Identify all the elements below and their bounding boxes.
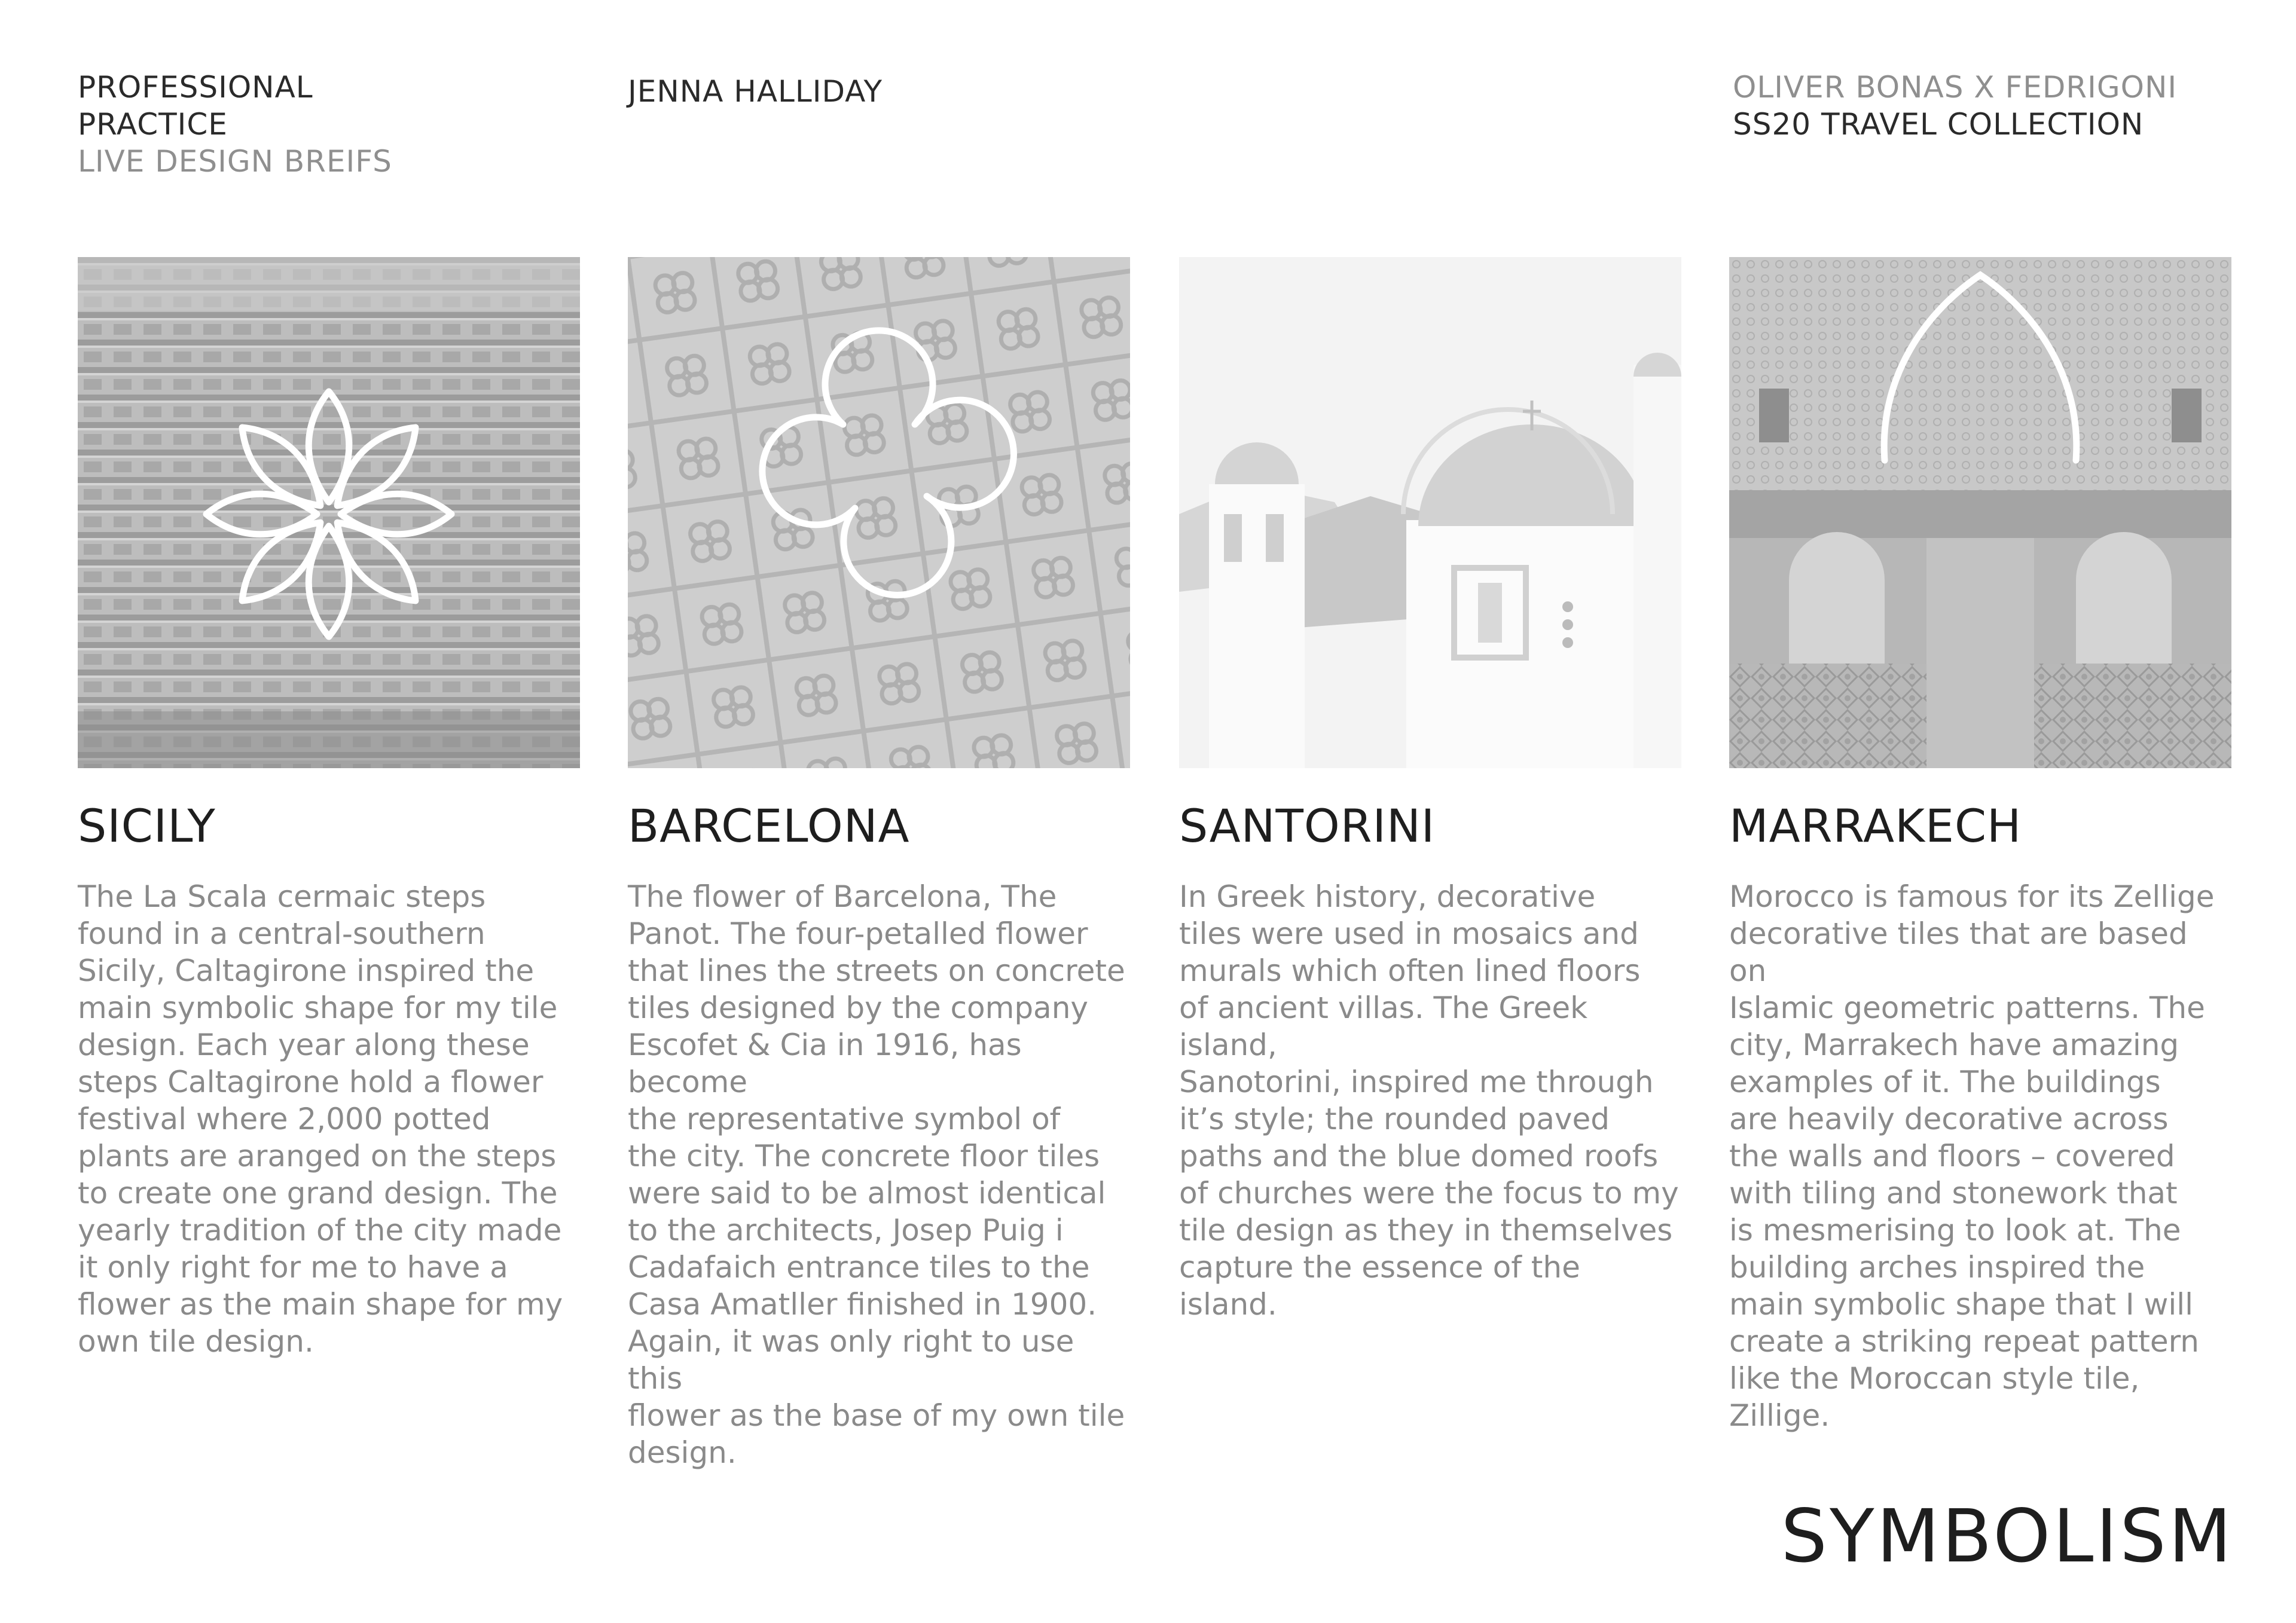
course-line-1: PROFESSIONAL	[78, 70, 313, 105]
city-description-sicily: The La Scala cermaic steps found in a central-southern Sicily, Caltagirone inspired the main symbolic shape for my tile design. Each year along these steps Caltagirone hold a flower festival where 2,000 potted plants are aranged on the steps to create one grand design. The yearly tradition of the city made it only right for me to have a flower as the main shape for my own tile design.	[78, 879, 563, 1359]
sicily-photo	[78, 257, 580, 768]
city-description-barcelona: The flower of Barcelona, The Panot. The four-petalled flower that lines the streets on concrete tiles designed by the company Escofet & Cia in 1916, has become the representative symbol of the city. The concrete floor tiles were said to be almost identical to the architects, Josep Puig i Cadafaich entrance tiles to the Casa Amatller finished in 1900. Again, it was only right to use this flower as the base of my own tile design.	[628, 879, 1125, 1470]
marrakech-courtyard-image	[1729, 257, 2231, 768]
card-sicily	[78, 257, 580, 1360]
barcelona-photo	[628, 257, 1130, 768]
city-description-marrakech: Morocco is famous for its Zellige decorative tiles that are based on Islamic geometric patterns. The city, Marrakech have amazing examples of it. The buildings are heavily decorative across the walls and floors – covered with tiling and stonework that is mesmerising to look at. The building arches inspired the main symbolic shape that I will create a striking repeat pattern like the Moroccan style tile, Zillige.	[1729, 879, 2215, 1433]
city-description-santorini: In Greek history, decorative tiles were used in mosaics and murals which often lined floors of ancient villas. The Greek island, Sanotorini, inspired me through it’s style; the rounded paved paths and the blue domed roofs of churches were the focus to my tile design as they in themselves capture the essence of the island.	[1179, 879, 1679, 1322]
brief-collection: SS20 TRAVEL COLLECTION	[1733, 107, 2144, 142]
course-line-2: PRACTICE	[78, 107, 228, 142]
santorini-photo	[1179, 257, 1681, 768]
page-title: SYMBOLISM	[1781, 1494, 2234, 1579]
card-barcelona	[628, 257, 1130, 1471]
marrakech-photo	[1729, 257, 2231, 768]
course-subtitle: LIVE DESIGN BREIFS	[78, 144, 392, 179]
header-left	[78, 69, 392, 180]
city-title-sicily: SICILY	[78, 799, 216, 852]
santorini-church-image	[1179, 257, 1681, 768]
sicily-steps-image	[78, 257, 580, 768]
city-title-santorini: SANTORINI	[1179, 799, 1436, 852]
author-name: JENNA HALLIDAY	[628, 74, 883, 109]
header-right	[1733, 69, 2177, 143]
header-center	[628, 73, 883, 110]
card-marrakech	[1729, 257, 2231, 1434]
card-santorini	[1179, 257, 1681, 1323]
city-title-barcelona: BARCELONA	[628, 799, 910, 852]
city-title-marrakech: MARRAKECH	[1729, 799, 2022, 852]
barcelona-tiles-image	[628, 257, 1130, 768]
brief-client: OLIVER BONAS X FEDRIGONI	[1733, 70, 2178, 105]
